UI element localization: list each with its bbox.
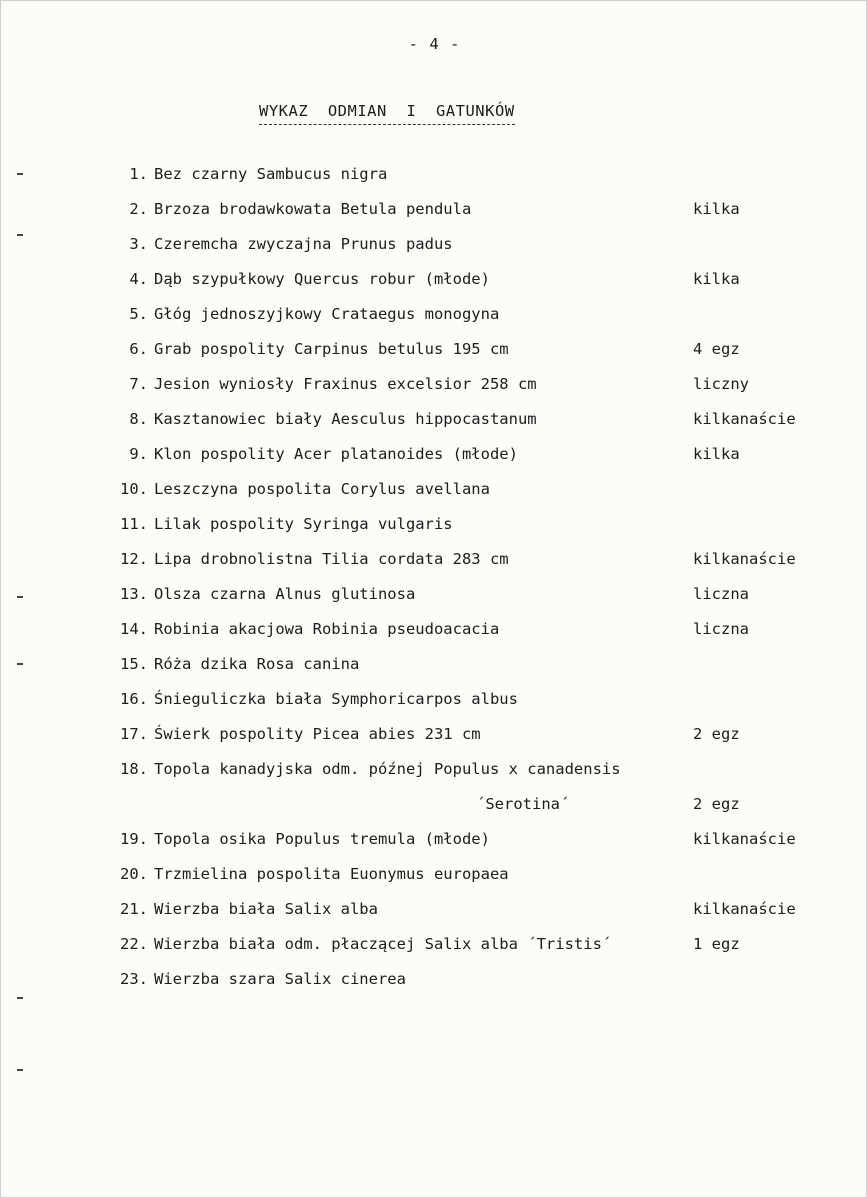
list-item-quantity: liczna xyxy=(693,620,749,638)
list-item-number: 8. xyxy=(129,410,148,428)
list-item-quantity: liczny xyxy=(693,375,749,393)
list-item xyxy=(1,550,867,572)
list-item-species: Róża dzika Rosa canina xyxy=(154,655,360,673)
list-item-quantity: kilka xyxy=(693,270,740,288)
list-item-quantity: kilkanaście xyxy=(693,410,796,428)
list-item-species: Czeremcha zwyczajna Prunus padus xyxy=(154,235,453,253)
list-item-number: 14. xyxy=(120,620,148,638)
list-item-quantity: kilkanaście xyxy=(693,550,796,568)
list-item xyxy=(1,340,867,362)
list-item xyxy=(1,655,867,677)
list-item xyxy=(1,235,867,257)
list-item-species: Topola osika Populus tremula (młode) xyxy=(154,830,490,848)
list-item-number: 12. xyxy=(120,550,148,568)
list-item-number: 17. xyxy=(120,725,148,743)
list-item-number: 18. xyxy=(120,760,148,778)
list-item xyxy=(1,200,867,222)
list-heading-text: WYKAZ ODMIAN I GATUNKÓW xyxy=(259,102,515,120)
list-item-quantity: 4 egz xyxy=(693,340,740,358)
list-item-number: 10. xyxy=(120,480,148,498)
list-item xyxy=(1,760,867,782)
list-item-number: 1. xyxy=(129,165,148,183)
list-item xyxy=(1,620,867,642)
list-item-number: 2. xyxy=(129,200,148,218)
list-item-number: 22. xyxy=(120,935,148,953)
list-item-species: Wierzba biała Salix alba xyxy=(154,900,378,918)
list-item xyxy=(1,830,867,852)
list-item-cultivar: ´Serotina´ xyxy=(476,795,570,813)
list-item-number: 9. xyxy=(129,445,148,463)
list-item-species: Leszczyna pospolita Corylus avellana xyxy=(154,480,490,498)
list-item-quantity: kilkanaście xyxy=(693,830,796,848)
list-item-species: Olsza czarna Alnus glutinosa xyxy=(154,585,416,603)
list-item-species: Brzoza brodawkowata Betula pendula xyxy=(154,200,472,218)
list-item-number: 23. xyxy=(120,970,148,988)
list-item-number: 21. xyxy=(120,900,148,918)
list-item xyxy=(1,375,867,397)
list-item-species: Bez czarny Sambucus nigra xyxy=(154,165,388,183)
list-item xyxy=(1,515,867,537)
list-item-species: Lilak pospolity Syringa vulgaris xyxy=(154,515,453,533)
list-item-species: Kasztanowiec biały Aesculus hippocastanum xyxy=(154,410,537,428)
list-item xyxy=(1,970,867,992)
list-item-species: Dąb szypułkowy Quercus robur (młode) xyxy=(154,270,490,288)
list-item xyxy=(1,690,867,712)
list-item xyxy=(1,900,867,922)
list-item-species: Głóg jednoszyjkowy Crataegus monogyna xyxy=(154,305,500,323)
list-item-quantity: liczna xyxy=(693,585,749,603)
list-item-number: 20. xyxy=(120,865,148,883)
list-item-number: 3. xyxy=(129,235,148,253)
list-item-quantity: kilka xyxy=(693,445,740,463)
list-item-number: 5. xyxy=(129,305,148,323)
list-item-number: 19. xyxy=(120,830,148,848)
list-item-species: Klon pospolity Acer platanoides (młode) xyxy=(154,445,518,463)
list-item-quantity: kilka xyxy=(693,200,740,218)
list-item-number: 4. xyxy=(129,270,148,288)
list-item-species: Wierzba biała odm. płaczącej Salix alba ´Tristis´ xyxy=(154,935,612,953)
list-item-species: Wierzba szara Salix cinerea xyxy=(154,970,406,988)
list-item-quantity: kilkanaście xyxy=(693,900,796,918)
list-item-number: 11. xyxy=(120,515,148,533)
list-item xyxy=(1,305,867,327)
list-item-number: 13. xyxy=(120,585,148,603)
list-item-continuation xyxy=(1,795,867,817)
list-item-species: Trzmielina pospolita Euonymus europaea xyxy=(154,865,509,883)
list-item-species: Lipa drobnolistna Tilia cordata 283 cm xyxy=(154,550,509,568)
list-item-number: 6. xyxy=(129,340,148,358)
list-item-number: 15. xyxy=(120,655,148,673)
list-item xyxy=(1,410,867,432)
margin-mark xyxy=(17,997,23,999)
list-item-number: 16. xyxy=(120,690,148,708)
list-item-quantity: 2 egz xyxy=(693,725,740,743)
list-item xyxy=(1,865,867,887)
list-item-number: 7. xyxy=(129,375,148,393)
page-number: - 4 - xyxy=(408,35,461,53)
list-item-species: Śnieguliczka biała Symphoricarpos albus xyxy=(154,690,518,708)
list-item xyxy=(1,725,867,747)
list-item xyxy=(1,445,867,467)
list-item-species: Jesion wyniosły Fraxinus excelsior 258 cm xyxy=(154,375,537,393)
list-heading xyxy=(259,102,515,120)
list-item-quantity: 2 egz xyxy=(693,795,740,813)
list-item-species: Grab pospolity Carpinus betulus 195 cm xyxy=(154,340,509,358)
list-item xyxy=(1,480,867,502)
list-item xyxy=(1,165,867,187)
list-item xyxy=(1,585,867,607)
list-item-species: Robinia akacjowa Robinia pseudoacacia xyxy=(154,620,500,638)
list-item-species: Świerk pospolity Picea abies 231 cm xyxy=(154,725,481,743)
heading-underline xyxy=(259,124,515,125)
list-item-species: Topola kanadyjska odm. późnej Populus x canadensis xyxy=(154,760,621,778)
margin-mark xyxy=(17,1069,23,1071)
list-item xyxy=(1,270,867,292)
list-item xyxy=(1,935,867,957)
list-item-quantity: 1 egz xyxy=(693,935,740,953)
